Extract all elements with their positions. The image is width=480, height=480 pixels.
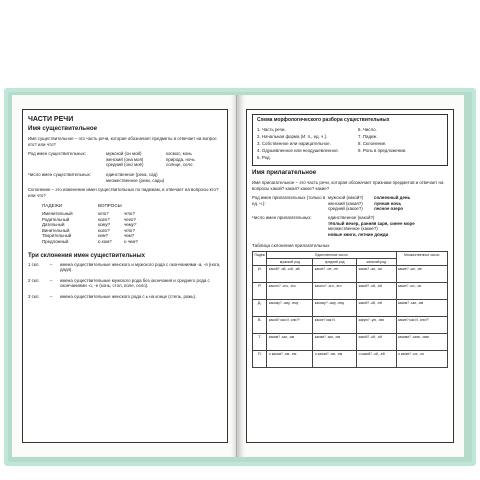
schema-right-col: 6. Число. 7. Падеж. 8. Склонение. 9. Роль в предложении. — [358, 126, 407, 153]
case-row: Творительный кем? чем? — [42, 233, 135, 239]
declension-definition: Склонение – это изменение имен существительных по падежам, и отвечает на вопросы кто? или что? — [28, 187, 219, 198]
table-row: Р. какого? -ого, -его какого? -ого, -его какой? -ой, -ей каких? -ых, -их — [253, 283, 448, 300]
gender-examples: космос, конь природа, ночь солнце, село — [166, 151, 195, 168]
noun-definition: Имя существительное – это часть речи, которая обозначает предметы и отвечает на вопрос кто? или что? — [28, 136, 217, 147]
declensions-heading: Три склонения имен существительных — [28, 252, 145, 259]
case-row: Винительный кого? что? — [42, 227, 135, 233]
number-label: Число имен существительных: — [28, 171, 91, 177]
noun-number-block — [28, 172, 222, 183]
table-title: Таблица склонения прилагательных — [252, 243, 330, 249]
declension-item: 2 скл. – имена существительные мужского рода без окончания и среднего рода с окончаниями -о, -е (конь, стол, поле, село). — [28, 277, 210, 289]
case-row: Дательный кому? чему? — [42, 222, 137, 228]
declension-item: 3 скл. – имена существительные женского рода с ь на конце (степь, рожь). — [28, 293, 197, 299]
schema-left-col: 1. Часть речи. 2. Начальная форма (И. п., ед. ч.). 3. Собственное или нарицательное. 4. Одушевленное или неодушевленное. 5. Род. — [257, 126, 339, 160]
right-page — [238, 95, 464, 457]
page-title: ЧАСТИ РЕЧИ — [28, 116, 74, 123]
cases-list — [42, 203, 222, 244]
table-row: Т. каким? -ым, -им каким? -ым, -им какой? -ой, -ей какими? -ыми, -ими — [253, 334, 448, 351]
table-row: И. какой? -ой, -ый, -ий какое? -ое, -ее какая? -ая, -яя какие? -ые, -ие — [253, 266, 448, 283]
noun-heading: Имя существительное — [28, 125, 98, 132]
adjective-definition: Имя прилагательное – это часть речи, которая обозначает признаки предметов и отвечает на вопросы какой? какая? какое? какие? — [252, 180, 444, 191]
left-page-frame — [22, 109, 228, 443]
adjective-declension-table: Падеж Единственное число Множественное число мужской род средний род женский род И. какой? -ой, -ый, -ий какое? -ое, -ее какая? -ая, -яя какие? -ые, -ие Р. какого? -ого, -его какого? -ого, -его какой? -ой, -ей каких? -ых, -их Д. какому? -ому, -ему какому? -ому, -ему какой? -ой, -ей каким? -ым, -им В. какой? как И. или Р. какое? как И. какую? -ую, -юю какие? как И. или Р. Т. каким? -ым, -им каким? -ым, -им какой? -ой, -ей какими? -ыми, -ими П. о каком? -ом, -ем о каком? -ом, -ем о какой? -ой, -ей о каких? -ых, -их — [252, 251, 448, 368]
noun-gender-block — [28, 151, 222, 168]
table-row: П. о каком? -ом, -ем о каком? -ом, -ем о какой? -ой, -ей о каких? -ых, -их — [253, 351, 448, 368]
left-page — [12, 95, 238, 457]
schema-title: Схема морфологического разбора существительных — [257, 117, 390, 123]
cases-header: ПАДЕЖИ ВОПРОСЫ — [42, 203, 122, 209]
gender-label: Род имен существительных: — [28, 151, 86, 157]
morph-schema-box — [252, 114, 448, 166]
gender-names: мужской (он мой) женский (она моя) средний (оно моё) — [106, 151, 144, 168]
table-row: В. какой? как И. или Р. какое? как И. какую? -ую, -юю какие? как И. или Р. — [253, 317, 448, 334]
number-values: единственное (река, сад) множественное (реки, сады) — [106, 171, 165, 183]
case-row: Предложный о ком? о чем? — [42, 238, 138, 244]
adjective-heading: Имя прилагательное — [252, 169, 317, 177]
case-row: Именительный кто? что? — [42, 210, 135, 216]
declension-item: 1 скл. – имена существительные женского и мужского рода с окончаниями -а, -я (нога, дядя). — [28, 261, 221, 273]
adj-number-block: Число имен прилагательных: единственное (какой?) тёплый вечер, ранняя заря, синее море множественное (какие?) новые книги, летние дожди — [252, 215, 415, 237]
right-page-frame — [246, 109, 454, 443]
case-row: Родительный кого? чего? — [42, 216, 136, 222]
adj-gender-block: Род имен прилагательных (только в ед. ч.): мужской (какой?) женский (какая?) средний (какое?) солнечный день лунная ночь лесное озеро — [252, 195, 411, 212]
table-row: Д. какому? -ому, -ему какому? -ому, -ему какой? -ой, -ей каким? -ым, -им — [253, 300, 448, 317]
